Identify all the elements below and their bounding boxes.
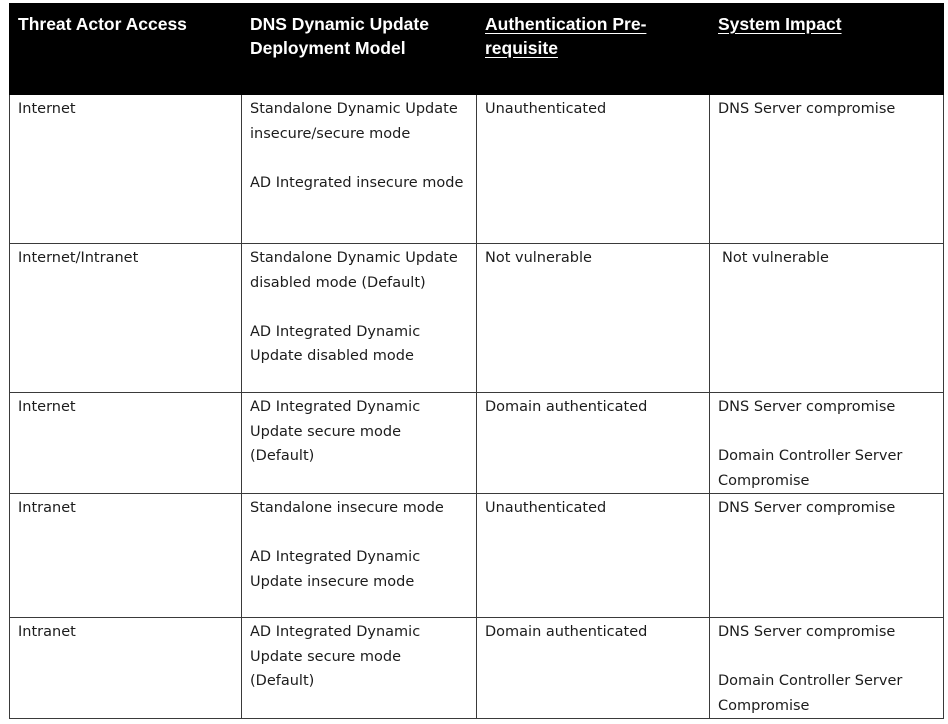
cell-auth xyxy=(477,618,710,719)
impact-text: DNS Server compromise xyxy=(718,101,896,117)
paragraph-gap xyxy=(718,645,935,670)
header-label: System Impact xyxy=(718,14,842,34)
model-text: Standalone Dynamic Update disabled mode (Default) xyxy=(250,250,458,291)
access-text: Internet xyxy=(18,399,76,415)
cell-auth xyxy=(477,95,710,244)
table-header xyxy=(10,4,944,95)
access-text: Intranet xyxy=(18,624,76,640)
cell-auth xyxy=(477,494,710,618)
cell-access xyxy=(10,95,242,244)
auth-text: Unauthenticated xyxy=(485,101,607,117)
cell-impact xyxy=(710,95,944,244)
access-text: Internet xyxy=(18,101,76,117)
header-deployment-model xyxy=(242,4,477,95)
header-label: Threat Actor Access xyxy=(18,14,187,34)
threat-table-container xyxy=(9,3,943,719)
impact-text: DNS Server compromise xyxy=(718,500,896,516)
table-row xyxy=(10,95,944,244)
cell-model xyxy=(242,618,477,719)
auth-text: Domain authenticated xyxy=(485,399,648,415)
cell-model xyxy=(242,244,477,393)
model-text: AD Integrated insecure mode xyxy=(250,174,464,191)
cell-access xyxy=(10,618,242,719)
cell-auth xyxy=(477,244,710,393)
impact-text: Domain Controller Server Compromise xyxy=(718,448,903,489)
impact-text: DNS Server compromise xyxy=(718,624,896,640)
header-label: DNS Dynamic Update Deployment Model xyxy=(250,14,429,58)
model-text: AD Integrated Dynamic Update disabled mode xyxy=(250,323,421,364)
paragraph-gap xyxy=(250,521,468,546)
cell-impact xyxy=(710,393,944,494)
table-row xyxy=(10,494,944,618)
table-row xyxy=(10,393,944,494)
cell-access xyxy=(10,393,242,494)
impact-text: DNS Server compromise xyxy=(718,399,896,415)
header-row xyxy=(10,4,944,95)
cell-model xyxy=(242,494,477,618)
threat-impact-table xyxy=(9,3,944,719)
model-text: Standalone Dynamic Update insecure/secure mode xyxy=(250,101,458,142)
auth-text: Domain authenticated xyxy=(485,624,648,640)
auth-text: Not vulnerable xyxy=(485,250,592,266)
impact-text: Domain Controller Server Compromise xyxy=(718,673,903,714)
header-threat-actor-access xyxy=(10,4,242,95)
impact-text: Not vulnerable xyxy=(722,250,829,266)
cell-impact xyxy=(710,618,944,719)
cell-impact xyxy=(710,494,944,618)
paragraph-gap xyxy=(718,420,935,445)
paragraph-gap xyxy=(250,146,468,171)
cell-access xyxy=(10,244,242,393)
table-row xyxy=(10,618,944,719)
access-text: Internet/Intranet xyxy=(18,250,139,266)
cell-access xyxy=(10,494,242,618)
auth-text: Unauthenticated xyxy=(485,500,607,516)
header-system-impact xyxy=(710,4,944,95)
header-label: Authentication Pre-requisite xyxy=(485,14,647,58)
model-text: AD Integrated Dynamic Update secure mode (Default) xyxy=(250,399,421,464)
model-text: AD Integrated Dynamic Update secure mode (Default) xyxy=(250,624,421,689)
table-row xyxy=(10,244,944,393)
header-authentication-prerequisite xyxy=(477,4,710,95)
cell-model xyxy=(242,95,477,244)
paragraph-gap xyxy=(250,295,468,320)
cell-auth xyxy=(477,393,710,494)
cell-model xyxy=(242,393,477,494)
model-text: Standalone insecure mode xyxy=(250,500,444,516)
table-body xyxy=(10,95,944,719)
access-text: Intranet xyxy=(18,500,76,516)
model-text: AD Integrated Dynamic Update insecure mode xyxy=(250,549,421,590)
cell-impact xyxy=(710,244,944,393)
